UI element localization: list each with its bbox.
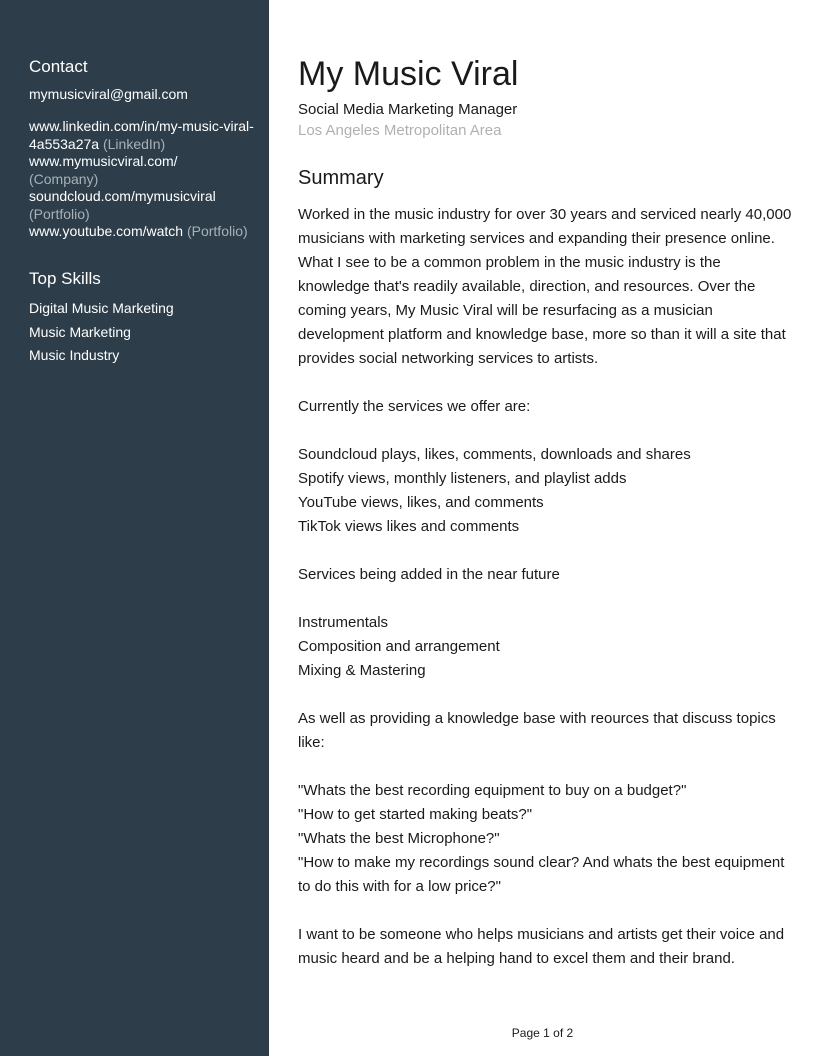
- future-item: Mixing & Mastering: [298, 662, 426, 679]
- service-item: Soundcloud plays, likes, comments, downloads and shares: [298, 446, 691, 463]
- youtube-tag: (Portfolio): [186, 223, 248, 239]
- page-number: Page 1 of 2: [511, 1026, 574, 1040]
- services-intro: Currently the services we offer are:: [298, 398, 531, 415]
- linkedin-url[interactable]: www.linkedin.com/in/my-music-viral-4a553a27a: [29, 118, 254, 152]
- skills-list: [29, 297, 265, 368]
- top-skills-heading: Top Skills: [29, 269, 101, 288]
- topic-item: "How to get started making beats?": [298, 806, 533, 823]
- location: Los Angeles Metropolitan Area: [298, 122, 502, 139]
- sidebar: [0, 0, 269, 1056]
- future-item: Instrumentals: [298, 614, 389, 631]
- future-item: Composition and arrangement: [298, 638, 500, 655]
- company-link[interactable]: [29, 153, 265, 188]
- closing-paragraph: I want to be someone who helps musicians and artists get their voice and music heard and be a helping hand to excel them and their brand.: [298, 926, 785, 967]
- knowledge-intro: As well as providing a knowledge base with reources that discuss topics like:: [298, 710, 776, 751]
- linkedin-tag: (LinkedIn): [102, 135, 166, 152]
- company-url[interactable]: www.mymusicviral.com/: [29, 153, 178, 169]
- youtube-url[interactable]: www.youtube.com/watch: [29, 223, 184, 239]
- service-item: YouTube views, likes, and comments: [298, 494, 544, 511]
- service-item: TikTok views likes and comments: [298, 518, 520, 535]
- contact-heading: Contact: [29, 57, 88, 76]
- youtube-link[interactable]: [29, 223, 265, 241]
- soundcloud-url[interactable]: soundcloud.com/mymusicviral: [29, 188, 216, 204]
- soundcloud-tag: (Portfolio): [29, 205, 90, 222]
- skill-item: Music Industry: [29, 347, 120, 363]
- summary-paragraph: Worked in the music industry for over 30 years and serviced nearly 40,000 musicians with marketing services and expanding their presence online. What I see to be a common problem in the music industry is the knowledge that's readily available, direction, and resources. Over the coming years, My Music Viral will be resurfacing as a musician development platform and knowledge base, more so than it will a site that provides social networking services to artists.: [298, 206, 792, 367]
- soundcloud-link[interactable]: [29, 188, 265, 223]
- topic-item: "Whats the best Microphone?": [298, 830, 500, 847]
- skill-item: Music Marketing: [29, 323, 131, 340]
- topic-item: "How to make my recordings sound clear? And whats the best equipment to do this with for a low price?": [298, 854, 785, 895]
- job-title: Social Media Marketing Manager: [298, 101, 518, 118]
- contact-links: [29, 118, 265, 241]
- company-tag: (Company): [29, 170, 99, 187]
- email-link[interactable]: mymusicviral@gmail.com: [29, 86, 188, 102]
- skill-item: Digital Music Marketing: [29, 300, 174, 316]
- profile-name: My Music Viral: [298, 55, 519, 93]
- summary-heading: Summary: [298, 167, 384, 189]
- linkedin-link[interactable]: [29, 118, 265, 153]
- future-intro: Services being added in the near future: [298, 566, 560, 583]
- service-item: Spotify views, monthly listeners, and playlist adds: [298, 470, 627, 487]
- summary-body: [298, 203, 792, 971]
- topic-item: "Whats the best recording equipment to buy on a budget?": [298, 782, 687, 799]
